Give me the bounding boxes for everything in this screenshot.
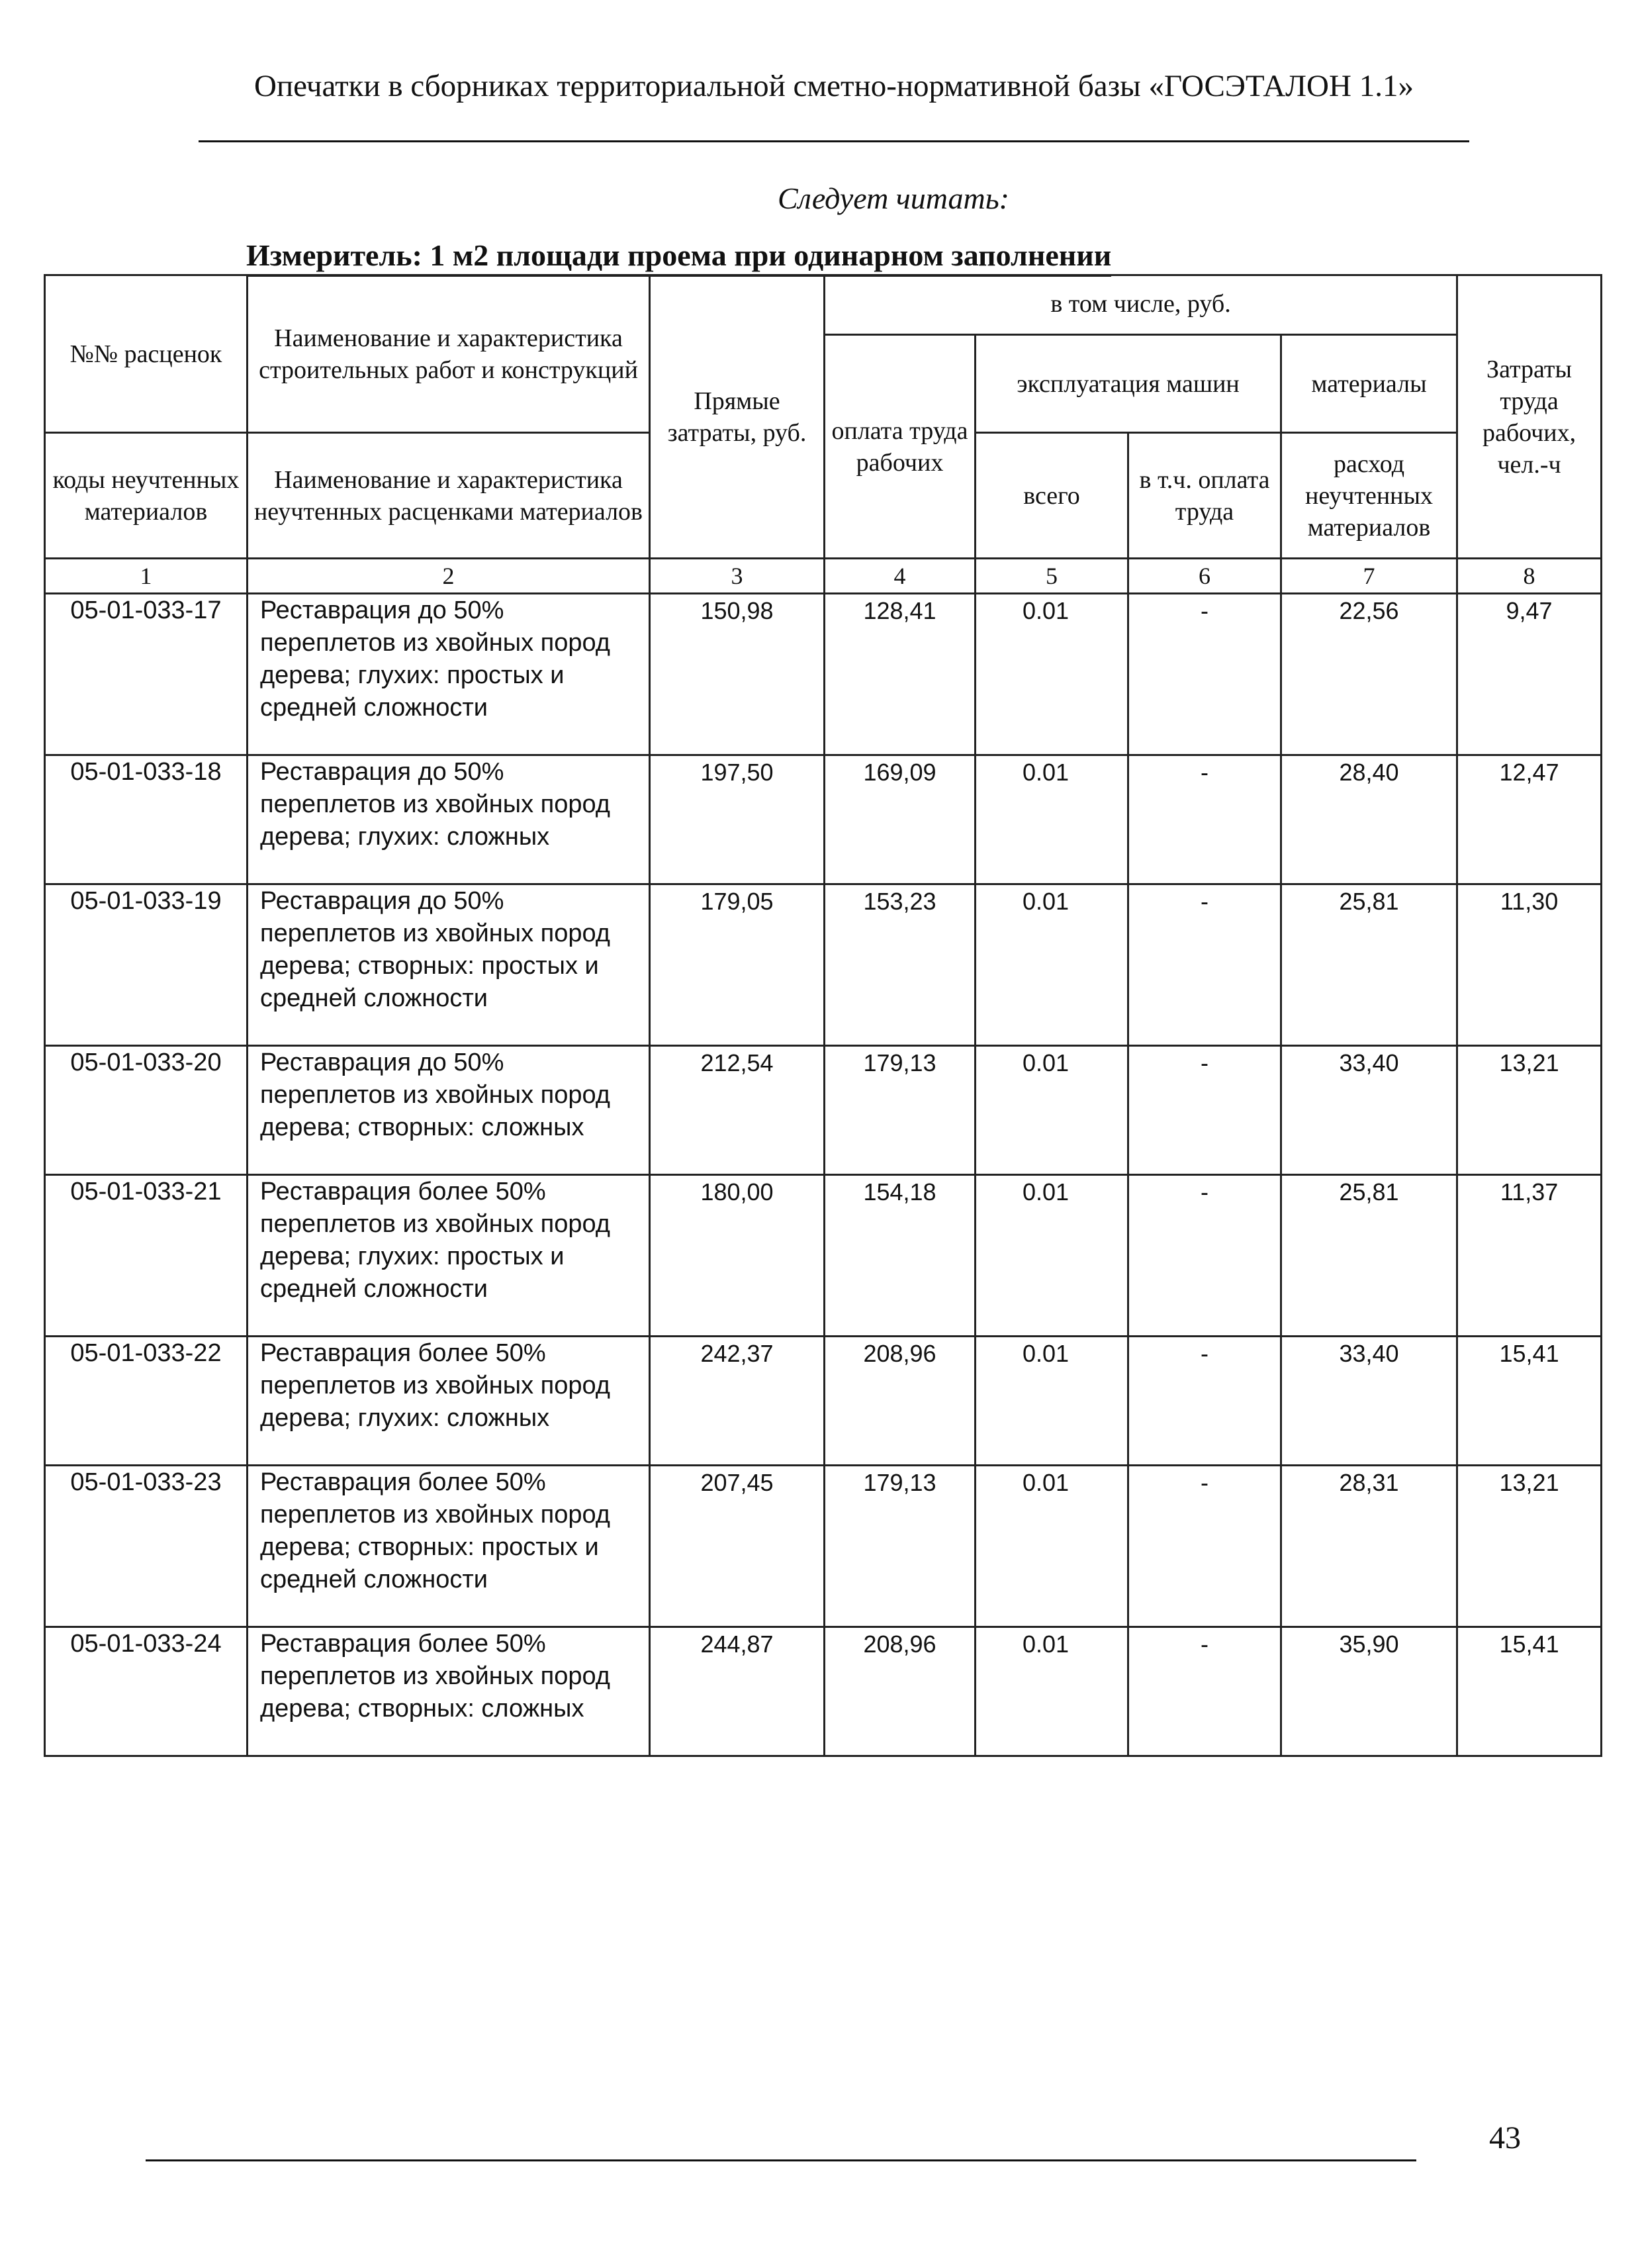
direct-cost: 212,54 xyxy=(650,1046,825,1175)
direct-cost: 197,50 xyxy=(650,755,825,884)
labor-cost: 15,41 xyxy=(1457,1337,1602,1466)
labor-cost: 12,47 xyxy=(1457,755,1602,884)
direct-cost: 179,05 xyxy=(650,884,825,1046)
table-row xyxy=(45,1466,1602,1627)
header-rule xyxy=(199,140,1469,142)
wages-cost: 208,96 xyxy=(825,1627,976,1756)
column-number: 7 xyxy=(1281,559,1457,594)
wages-cost: 179,13 xyxy=(825,1046,976,1175)
machines-wages: - xyxy=(1128,1627,1281,1756)
header-labor: Затраты труда рабочих, чел.-ч xyxy=(1457,275,1602,559)
table-row xyxy=(45,594,1602,755)
rate-name: Реставрация более 50% переплетов из хвойных пород дерева; глухих: сложных xyxy=(248,1337,650,1466)
machines-wages: - xyxy=(1128,1175,1281,1337)
page-number: 43 xyxy=(1489,2120,1521,2155)
machines-wages: - xyxy=(1128,1466,1281,1627)
wages-cost: 208,96 xyxy=(825,1337,976,1466)
header-wages: оплата труда рабочих xyxy=(825,335,976,559)
table-row xyxy=(45,1046,1602,1175)
materials-cost: 25,81 xyxy=(1281,1175,1457,1337)
labor-cost: 13,21 xyxy=(1457,1466,1602,1627)
direct-cost: 244,87 xyxy=(650,1627,825,1756)
column-number: 5 xyxy=(976,559,1128,594)
wages-cost: 179,13 xyxy=(825,1466,976,1627)
materials-cost: 35,90 xyxy=(1281,1627,1457,1756)
materials-cost: 28,40 xyxy=(1281,755,1457,884)
column-number: 8 xyxy=(1457,559,1602,594)
labor-cost: 11,37 xyxy=(1457,1175,1602,1337)
rate-name: Реставрация до 50% переплетов из хвойных пород дерева; глухих: сложных xyxy=(248,755,650,884)
machines-wages: - xyxy=(1128,1337,1281,1466)
machines-total: 0.01 xyxy=(976,1175,1128,1337)
footer-rule xyxy=(146,2159,1416,2161)
rate-name: Реставрация более 50% переплетов из хвойных пород дерева; глухих: простых и средней сложности xyxy=(248,1175,650,1337)
direct-cost: 150,98 xyxy=(650,594,825,755)
direct-cost: 207,45 xyxy=(650,1466,825,1627)
rate-code: 05-01-033-23 xyxy=(45,1466,248,1627)
header-name-bottom: Наименование и характеристика неучтенных расценками материалов xyxy=(248,433,650,559)
header-direct: Прямые затраты, руб. xyxy=(650,275,825,559)
rate-code: 05-01-033-24 xyxy=(45,1627,248,1756)
header-name-top: Наименование и характеристика строительных работ и конструкций xyxy=(248,275,650,433)
column-number: 4 xyxy=(825,559,976,594)
materials-cost: 22,56 xyxy=(1281,594,1457,755)
header-incl: в том числе, руб. xyxy=(825,275,1457,335)
machines-total: 0.01 xyxy=(976,1046,1128,1175)
labor-cost: 15,41 xyxy=(1457,1627,1602,1756)
labor-cost: 9,47 xyxy=(1457,594,1602,755)
machines-wages: - xyxy=(1128,755,1281,884)
header-materials: материалы xyxy=(1281,335,1457,433)
direct-cost: 242,37 xyxy=(650,1337,825,1466)
table-row xyxy=(45,1627,1602,1756)
running-header: Опечатки в сборниках территориальной сметно-нормативной базы «ГОСЭТАЛОН 1.1» xyxy=(254,69,1414,103)
table-row xyxy=(45,1175,1602,1337)
column-number: 1 xyxy=(45,559,248,594)
machines-total: 0.01 xyxy=(976,884,1128,1046)
machines-wages: - xyxy=(1128,1046,1281,1175)
subtitle: Следует читать: xyxy=(778,181,1009,215)
table-row xyxy=(45,884,1602,1046)
machines-wages: - xyxy=(1128,594,1281,755)
machines-total: 0.01 xyxy=(976,1627,1128,1756)
header-code-top: №№ расценок xyxy=(45,275,248,433)
measure-title: Измеритель: 1 м2 площади проема при одинарном заполнении xyxy=(246,237,1111,277)
labor-cost: 13,21 xyxy=(1457,1046,1602,1175)
labor-cost: 11,30 xyxy=(1457,884,1602,1046)
wages-cost: 153,23 xyxy=(825,884,976,1046)
header-unaccounted: расход неучтенных материалов xyxy=(1281,433,1457,559)
column-number: 2 xyxy=(248,559,650,594)
column-number: 3 xyxy=(650,559,825,594)
header-machines-total: всего xyxy=(976,433,1128,559)
rate-code: 05-01-033-17 xyxy=(45,594,248,755)
rate-code: 05-01-033-21 xyxy=(45,1175,248,1337)
rate-code: 05-01-033-22 xyxy=(45,1337,248,1466)
machines-total: 0.01 xyxy=(976,594,1128,755)
materials-cost: 33,40 xyxy=(1281,1337,1457,1466)
machines-wages: - xyxy=(1128,884,1281,1046)
header-code-bottom: коды неучтенных материалов xyxy=(45,433,248,559)
materials-cost: 28,31 xyxy=(1281,1466,1457,1627)
rate-code: 05-01-033-18 xyxy=(45,755,248,884)
rate-name: Реставрация до 50% переплетов из хвойных пород дерева; створных: сложных xyxy=(248,1046,650,1175)
materials-cost: 25,81 xyxy=(1281,884,1457,1046)
wages-cost: 128,41 xyxy=(825,594,976,755)
machines-total: 0.01 xyxy=(976,1337,1128,1466)
table-row xyxy=(45,1337,1602,1466)
column-number: 6 xyxy=(1128,559,1281,594)
rate-name: Реставрация более 50% переплетов из хвойных пород дерева; створных: сложных xyxy=(248,1627,650,1756)
rate-code: 05-01-033-19 xyxy=(45,884,248,1046)
machines-total: 0.01 xyxy=(976,1466,1128,1627)
table-row xyxy=(45,755,1602,884)
header-machines-wages: в т.ч. оплата труда xyxy=(1128,433,1281,559)
direct-cost: 180,00 xyxy=(650,1175,825,1337)
materials-cost: 33,40 xyxy=(1281,1046,1457,1175)
header-machines: эксплуатация машин xyxy=(976,335,1281,433)
rate-name: Реставрация более 50% переплетов из хвойных пород дерева; створных: простых и средней сложности xyxy=(248,1466,650,1627)
machines-total: 0.01 xyxy=(976,755,1128,884)
rate-name: Реставрация до 50% переплетов из хвойных пород дерева; створных: простых и средней сложности xyxy=(248,884,650,1046)
wages-cost: 169,09 xyxy=(825,755,976,884)
rates-table xyxy=(44,274,1602,1757)
rate-name: Реставрация до 50% переплетов из хвойных пород дерева; глухих: простых и средней сложности xyxy=(248,594,650,755)
wages-cost: 154,18 xyxy=(825,1175,976,1337)
rate-code: 05-01-033-20 xyxy=(45,1046,248,1175)
